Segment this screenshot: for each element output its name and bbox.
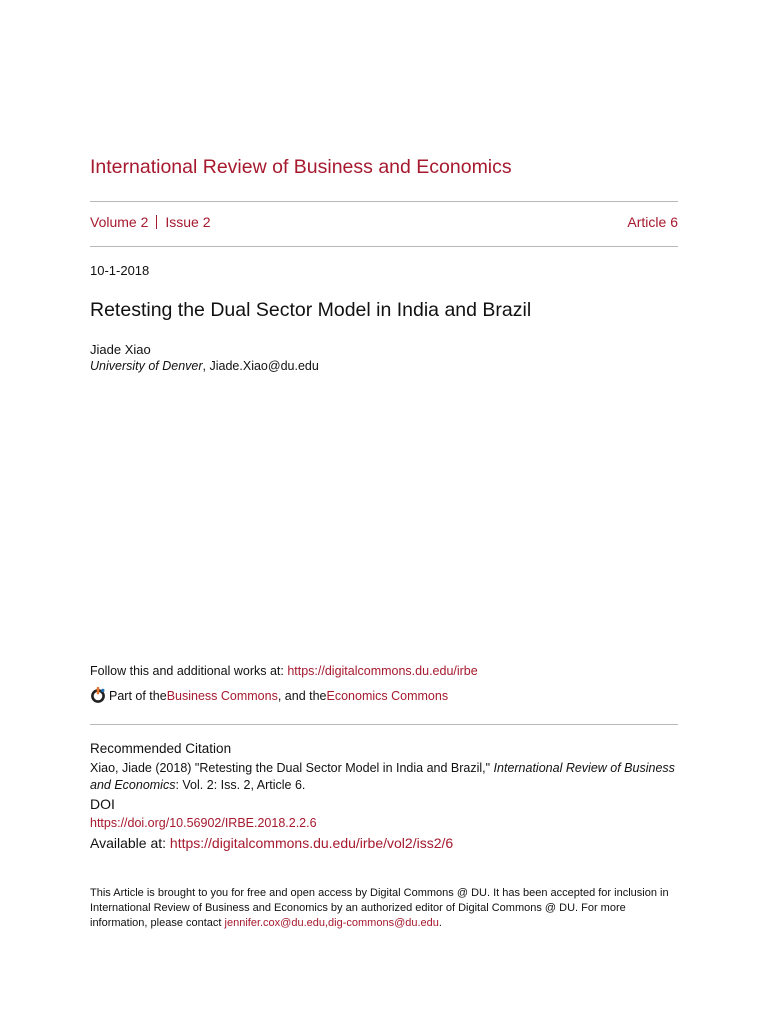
- part-of-middle: , and the: [277, 688, 327, 703]
- access-notice-text: This Article is brought to you for free and open access by Digital Commons @ DU. It has been accepted for inclusion in International Review of Business and Economics by an authorized editor of Digital Commons @ DU. For more information, please contact: [90, 887, 669, 929]
- part-of-line: [90, 687, 448, 704]
- available-label: Available at:: [90, 835, 170, 851]
- journal-title[interactable]: International Review of Business and Economics: [90, 156, 512, 178]
- recommended-citation-heading: Recommended Citation: [90, 741, 232, 756]
- issue-separator: [156, 215, 157, 229]
- article-number-link[interactable]: Article 6: [627, 214, 678, 230]
- publication-date: 10-1-2018: [90, 263, 150, 278]
- repository-link[interactable]: https://digitalcommons.du.edu/irbe: [287, 664, 478, 678]
- issue-link[interactable]: Issue 2: [165, 214, 211, 230]
- doi-heading: DOI: [90, 796, 115, 812]
- business-commons-link[interactable]: Business Commons: [166, 688, 278, 703]
- citation-divider: [90, 724, 678, 725]
- access-notice: [90, 886, 678, 931]
- volume-link[interactable]: Volume 2: [90, 214, 149, 230]
- author-affiliation: [90, 359, 319, 373]
- follow-line: [90, 664, 478, 678]
- citation-journal: International Review of Business and Economics: [90, 761, 675, 792]
- bepress-commons-icon: [90, 687, 106, 704]
- header-divider: [90, 246, 678, 247]
- affiliation-separator: ,: [202, 359, 210, 373]
- citation-suffix: : Vol. 2: Iss. 2, Article 6.: [175, 778, 306, 792]
- access-notice-end: .: [438, 917, 442, 929]
- top-divider: [90, 201, 678, 202]
- author-name: Jiade Xiao: [90, 342, 151, 357]
- issue-navigation: [90, 214, 678, 230]
- article-title: Retesting the Dual Sector Model in India and Brazil: [90, 299, 532, 321]
- contact-email-link[interactable]: jennifer.cox@du.edu,dig-commons@du.edu: [224, 917, 439, 929]
- author-email: Jiade.Xiao@du.edu: [209, 359, 319, 373]
- available-at-line: [90, 835, 453, 851]
- author-institution: University of Denver: [90, 359, 203, 373]
- part-of-prefix: Part of the: [109, 688, 167, 703]
- article-url-link[interactable]: https://digitalcommons.du.edu/irbe/vol2/iss2/6: [169, 835, 454, 851]
- follow-text: Follow this and additional works at:: [90, 664, 288, 678]
- citation-text: [90, 760, 678, 794]
- doi-link[interactable]: https://doi.org/10.56902/IRBE.2018.2.2.6: [90, 816, 317, 830]
- economics-commons-link[interactable]: Economics Commons: [326, 688, 449, 703]
- citation-body: Xiao, Jiade (2018) "Retesting the Dual Sector Model in India and Brazil,": [90, 761, 494, 775]
